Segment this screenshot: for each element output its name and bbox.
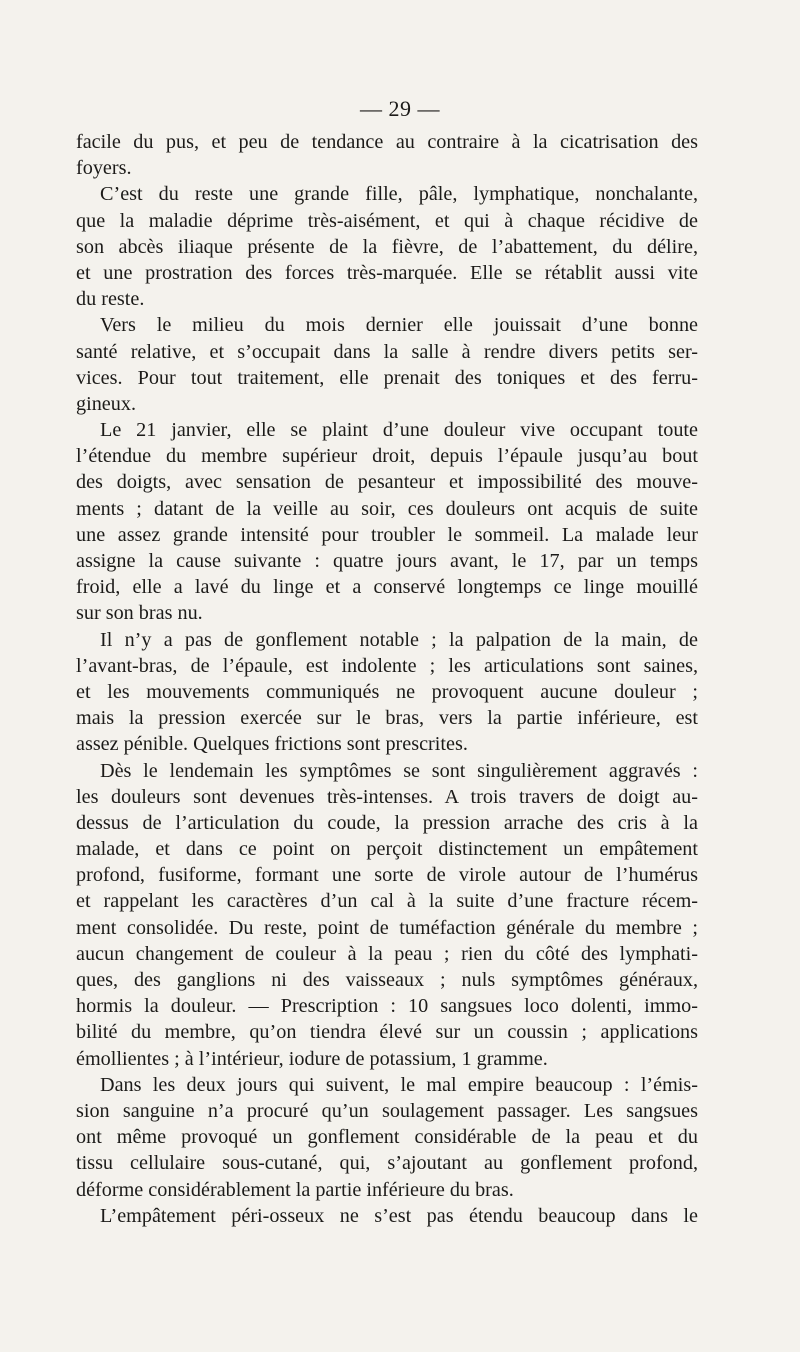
text-line: facile du pus, et peu de tendance au contraire à la cicatrisation des <box>76 131 698 153</box>
text-line: et rappelant les caractères d’un cal à la suite d’une fracture récem- <box>76 890 698 913</box>
text-line: son abcès iliaque présente de la fièvre, de l’abattement, du délire, <box>76 235 698 258</box>
text-line: l’avant-bras, de l’épaule, est indolente ; les articulations sont saines, <box>76 654 698 677</box>
text-line: L’empâtement péri-osseux ne s’est pas étendu beaucoup dans le <box>100 1204 698 1227</box>
text-line: ont même provoqué un gonflement considérable de la peau et du <box>76 1126 698 1149</box>
text-line: Dans les deux jours qui suivent, le mal empire beaucoup : l’émis- <box>100 1073 698 1096</box>
text-line: C’est du reste une grande fille, pâle, lymphatique, nonchalante, <box>100 183 698 206</box>
text-line: sion sanguine n’a procuré qu’un soulagement passager. Les sangsues <box>76 1099 698 1122</box>
text-line: des doigts, avec sensation de pesanteur et impossibilité des mouve- <box>76 471 698 494</box>
text-line: l’étendue du membre supérieur droit, depuis l’épaule jusqu’au bout <box>76 445 698 468</box>
text-line: déforme considérablement la partie inférieure du bras. <box>76 1178 514 1201</box>
text-line: une assez grande intensité pour troubler le sommeil. La malade leur <box>76 523 698 546</box>
text-line: et une prostration des forces très-marquée. Elle se rétablit aussi vite <box>76 261 698 284</box>
page-number: — 29 — <box>360 96 440 121</box>
text-line: aucun changement de couleur à la peau ; rien du côté des lymphati- <box>76 942 698 965</box>
text-line: hormis la douleur. — Prescription : 10 sangsues loco dolenti, immo- <box>76 995 698 1018</box>
text-line: Dès le lendemain les symptômes se sont singulièrement aggravés : <box>100 759 698 782</box>
text-line: Vers le milieu du mois dernier elle jouissait d’une bonne <box>100 314 698 337</box>
body-text <box>76 129 698 1229</box>
text-line: mais la pression exercée sur le bras, vers la partie inférieure, est <box>76 707 698 730</box>
text-line: malade, et dans ce point on perçoit distinctement un empâtement <box>76 838 698 861</box>
text-line: que la maladie déprime très-aisément, et qui à chaque récidive de <box>76 209 698 232</box>
text-line: bilité du membre, qu’on tiendra élevé sur un coussin ; applications <box>76 1021 698 1044</box>
text-line: et les mouvements communiqués ne provoquent aucune douleur ; <box>76 680 698 703</box>
text-line: gineux. <box>76 392 136 415</box>
text-line: émollientes ; à l’intérieur, iodure de potassium, 1 gramme. <box>76 1047 548 1070</box>
text-line: Le 21 janvier, elle se plaint d’une douleur vive occupant toute <box>100 419 698 442</box>
text-line: ment consolidée. Du reste, point de tuméfaction générale du membre ; <box>76 916 698 939</box>
text-line: ments ; datant de la veille au soir, ces douleurs ont acquis de suite <box>76 497 698 520</box>
text-line: santé relative, et s’occupait dans la salle à rendre divers petits ser- <box>76 340 698 363</box>
text-line: assez pénible. Quelques frictions sont prescrites. <box>76 733 468 756</box>
text-line: assigne la cause suivante : quatre jours avant, le 17, par un temps <box>76 550 698 572</box>
text-line: sur son bras nu. <box>76 602 203 625</box>
text-line: tissu cellulaire sous-cutané, qui, s’ajoutant au gonflement profond, <box>76 1152 698 1175</box>
text-line: vices. Pour tout traitement, elle prenait des toniques et des ferru- <box>76 366 698 389</box>
text-line: du reste. <box>76 288 145 311</box>
text-line: les douleurs sont devenues très-intenses. A trois travers de doigt au- <box>76 785 698 808</box>
text-line: foyers. <box>76 157 132 180</box>
text-line: dessus de l’articulation du coude, la pression arrache des cris à la <box>76 811 698 834</box>
text-line: profond, fusiforme, formant une sorte de virole autour de l’humérus <box>76 864 698 887</box>
text-line: Il n’y a pas de gonflement notable ; la palpation de la main, de <box>100 628 698 651</box>
text-line: froid, elle a lavé du linge et a conservé longtemps ce linge mouillé <box>76 576 698 599</box>
text-line: ques, des ganglions ni des vaisseaux ; nuls symptômes généraux, <box>76 969 698 991</box>
